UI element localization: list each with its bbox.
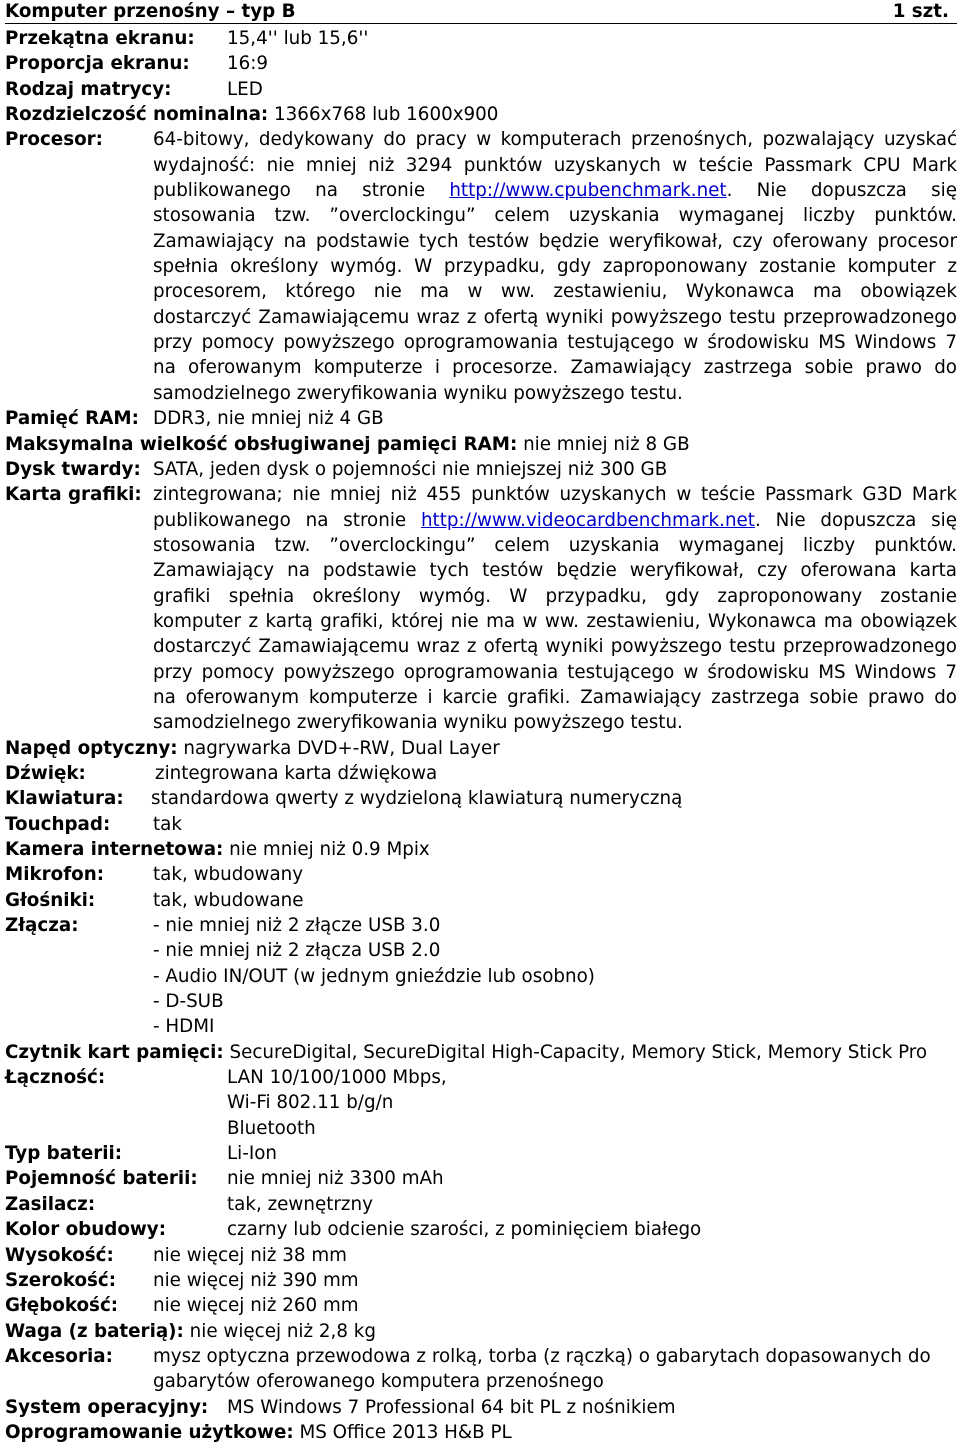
spec-value: LED	[227, 78, 263, 100]
spec-case-color	[5, 1217, 957, 1242]
spec-speakers	[5, 888, 957, 913]
spec-value: zintegrowana karta dźwiękowa	[155, 762, 438, 784]
spec-text-line	[153, 178, 957, 203]
spec-optical-drive	[5, 736, 957, 761]
spec-value: nie mniej niż 0.9 Mpix	[229, 839, 430, 860]
spec-label: Dysk twardy:	[5, 458, 141, 480]
spec-text-line: Zamawiający na podstawie tych testów będzie weryfikował, czy oferowana karta	[153, 560, 957, 582]
spec-label: Szerokość:	[5, 1269, 117, 1291]
spec-touchpad	[5, 812, 957, 837]
spec-label: Łączność:	[5, 1067, 106, 1089]
spec-value: nie więcej niż 390 mm	[153, 1269, 359, 1291]
spec-label: Czytnik kart pamięci:	[5, 1041, 224, 1063]
spec-value: SATA, jeden dysk o pojemności nie mniejszej niż 300 GB	[153, 458, 668, 480]
spec-label: Dźwięk:	[5, 762, 86, 784]
spec-value: nie więcej niż 2,8 kg	[189, 1320, 376, 1342]
spec-ports	[5, 913, 957, 938]
spec-label: Akcesoria:	[5, 1345, 113, 1367]
spec-value: czarny lub odcienie szarości, z pominięciem białego	[227, 1219, 702, 1241]
spec-label: Kamera internetowa:	[5, 839, 224, 860]
list-item: LAN 10/100/1000 Mbps,	[227, 1067, 447, 1089]
spec-gpu	[5, 482, 957, 507]
spec-width	[5, 1268, 957, 1293]
spec-value: tak, wbudowane	[153, 889, 304, 911]
spec-power-supply	[5, 1192, 957, 1217]
spec-value: Li-Ion	[227, 1143, 278, 1165]
spec-card-reader	[5, 1040, 957, 1065]
spec-software	[5, 1420, 957, 1445]
spec-label: System operacyjny:	[5, 1396, 209, 1418]
spec-cpu	[5, 127, 957, 152]
spec-value: nie więcej niż 38 mm	[153, 1244, 347, 1266]
spec-value: MS Office 2013 H&B PL	[299, 1421, 512, 1443]
spec-sound	[5, 761, 957, 786]
spec-label: Rozdzielczość nominalna:	[5, 104, 269, 126]
spec-text-line: 64-bitowy, dedykowany do pracy w komputerach przenośnych, pozwalający uzyskać	[153, 129, 957, 151]
spec-value: standardowa qwerty z wydzieloną klawiaturą numeryczną	[151, 788, 683, 810]
spec-text-line: Zamawiający na podstawie tych testów będzie weryfikował, czy oferowany procesor	[153, 230, 957, 252]
spec-disk	[5, 457, 957, 482]
spec-label: Procesor:	[5, 129, 103, 151]
spec-battery-capacity	[5, 1166, 957, 1191]
spec-text: . Nie dopuszcza się	[754, 509, 957, 531]
list-item: - nie mniej niż 2 złącze USB 3.0	[153, 915, 441, 937]
spec-connectivity	[5, 1065, 957, 1090]
spec-resolution	[5, 102, 957, 127]
spec-text-line: przy pomocy powyższego oprogramowania testującego w środowisku MS Windows 7	[153, 332, 957, 354]
spec-text-line: grafiki spełnia określony wymóg. W przypadku, gdy zaproponowany zostanie	[153, 585, 957, 607]
spec-value: 16:9	[227, 53, 269, 75]
spec-value: tak, zewnętrzny	[227, 1193, 373, 1215]
spec-matrix-type	[5, 77, 957, 102]
spec-label: Zasilacz:	[5, 1193, 96, 1215]
spec-max-ram	[5, 432, 957, 457]
spec-text-line: zintegrowana; nie mniej niż 455 punktów uzyskanych w teście Passmark G3D Mark	[153, 484, 957, 506]
videocardbenchmark-link[interactable]: http://www.videocardbenchmark.net	[420, 509, 755, 531]
spec-value: 15,4'' lub 15,6''	[227, 28, 369, 49]
spec-value: nagrywarka DVD+-RW, Dual Layer	[183, 737, 500, 759]
spec-label: Złącza:	[5, 915, 79, 937]
spec-text-line: wydajność: nie mniej niż 3294 punktów uzyskanych w teście Passmark CPU Mark	[153, 154, 957, 176]
list-item: - HDMI	[153, 1016, 215, 1038]
spec-text-line: dostarczyć Zamawiającemu wraz z ofertą wyniki powyższego testu przeprowadzonego	[153, 636, 957, 658]
spec-text-line: samodzielnego zweryfikowania wyniku powyższego testu.	[153, 712, 683, 734]
spec-text-line: mysz optyczna przewodowa z rolką, torba (z rączką) o gabarytach dopasowanych do	[153, 1345, 931, 1367]
spec-label: Pojemność baterii:	[5, 1168, 198, 1190]
spec-text-line: gabarytów oferowanego komputera przenośnego	[153, 1371, 604, 1393]
spec-label: Klawiatura:	[5, 788, 124, 810]
spec-label: Głębokość:	[5, 1295, 119, 1317]
quantity: 1 szt.	[892, 1, 949, 22]
spec-battery-type	[5, 1141, 957, 1166]
spec-text-line: na oferowanym komputerze i procesorze. Zamawiający zastrzega sobie prawo do	[153, 357, 957, 379]
spec-text-line: komputer z kartą grafiki, której nie ma w ww. zestawieniu, Wykonawca ma obowiązek	[153, 610, 957, 632]
list-item: - nie mniej niż 2 złącza USB 2.0	[153, 940, 441, 962]
cpubenchmark-link[interactable]: http://www.cpubenchmark.net	[449, 180, 727, 202]
spec-ram	[5, 406, 957, 431]
spec-text-line: na oferowanym komputerze i karcie grafiki. Zamawiający zastrzega sobie prawo do	[153, 686, 957, 708]
spec-value: 1366x768 lub 1600x900	[274, 104, 499, 126]
spec-label: Wysokość:	[5, 1244, 114, 1266]
spec-value: tak, wbudowany	[153, 864, 304, 886]
spec-text-line	[153, 508, 957, 533]
spec-value: nie mniej niż 8 GB	[523, 433, 690, 455]
spec-label: Pamięć RAM:	[5, 408, 139, 430]
spec-label: Głośniki:	[5, 889, 96, 911]
spec-value: SecureDigital, SecureDigital High-Capacity, Memory Stick, Memory Stick Pro	[229, 1041, 928, 1063]
spec-text: publikowanego na stronie	[153, 509, 421, 531]
spec-label: Kolor obudowy:	[5, 1219, 167, 1241]
spec-label: Proporcja ekranu:	[5, 53, 190, 75]
spec-text-line: procesorem, którego nie ma w ww. zestawieniu, Wykonawca ma obowiązek	[153, 281, 957, 303]
spec-text-line: samodzielnego zweryfikowania wyniku powyższego testu.	[153, 382, 683, 404]
spec-webcam	[5, 837, 957, 862]
spec-value: tak	[153, 813, 182, 835]
spec-label: Touchpad:	[5, 813, 111, 835]
list-item: - D-SUB	[153, 991, 224, 1013]
spec-label: Waga (z baterią):	[5, 1320, 184, 1342]
spec-text-line: stosowania tzw. ”overclockingu” celem uzyskania wymaganej liczby punktów.	[153, 534, 957, 556]
spec-label: Przekątna ekranu:	[5, 28, 195, 49]
spec-label: Oprogramowanie użytkowe:	[5, 1421, 294, 1443]
spec-text: . Nie dopuszcza się	[726, 180, 957, 202]
spec-label: Mikrofon:	[5, 864, 105, 886]
spec-text-line: przy pomocy powyższego oprogramowania testującego w środowisku MS Windows 7	[153, 661, 957, 683]
spec-depth	[5, 1293, 957, 1318]
title-row	[5, 0, 957, 24]
spec-text-line: spełnia określony wymóg. W przypadku, gdy zaproponowany zostanie komputer z	[153, 256, 957, 278]
spec-microphone	[5, 862, 957, 887]
spec-text-line: dostarczyć Zamawiającemu wraz z ofertą wyniki powyższego testu przeprowadzonego	[153, 306, 957, 328]
spec-document	[5, 0, 957, 1445]
list-item: - Audio IN/OUT (w jednym gnieździe lub osobno)	[153, 965, 595, 987]
spec-label: Napęd optyczny:	[5, 737, 178, 759]
list-item: Bluetooth	[227, 1117, 316, 1139]
spec-weight	[5, 1319, 957, 1344]
spec-label: Rodzaj matrycy:	[5, 78, 172, 100]
spec-height	[5, 1243, 957, 1268]
spec-accessories	[5, 1344, 957, 1369]
spec-label: Karta grafiki:	[5, 484, 142, 506]
spec-text-line: stosowania tzw. ”overclockingu” celem uzyskania wymaganej liczby punktów.	[153, 205, 957, 227]
spec-os	[5, 1395, 957, 1420]
spec-label: Maksymalna wielkość obsługiwanej pamięci RAM:	[5, 433, 518, 455]
spec-aspect-ratio	[5, 51, 957, 76]
spec-text: publikowanego na stronie	[153, 180, 450, 202]
spec-value: DDR3, nie mniej niż 4 GB	[153, 408, 384, 430]
spec-value: nie więcej niż 260 mm	[153, 1295, 359, 1317]
spec-value: nie mniej niż 3300 mAh	[227, 1168, 444, 1190]
document-title: Komputer przenośny – typ B	[5, 1, 296, 22]
spec-screen-diagonal	[5, 26, 957, 51]
spec-keyboard	[5, 786, 957, 811]
spec-value: MS Windows 7 Professional 64 bit PL z nośnikiem	[227, 1396, 676, 1418]
list-item: Wi-Fi 802.11 b/g/n	[227, 1092, 394, 1114]
spec-label: Typ baterii:	[5, 1143, 123, 1165]
